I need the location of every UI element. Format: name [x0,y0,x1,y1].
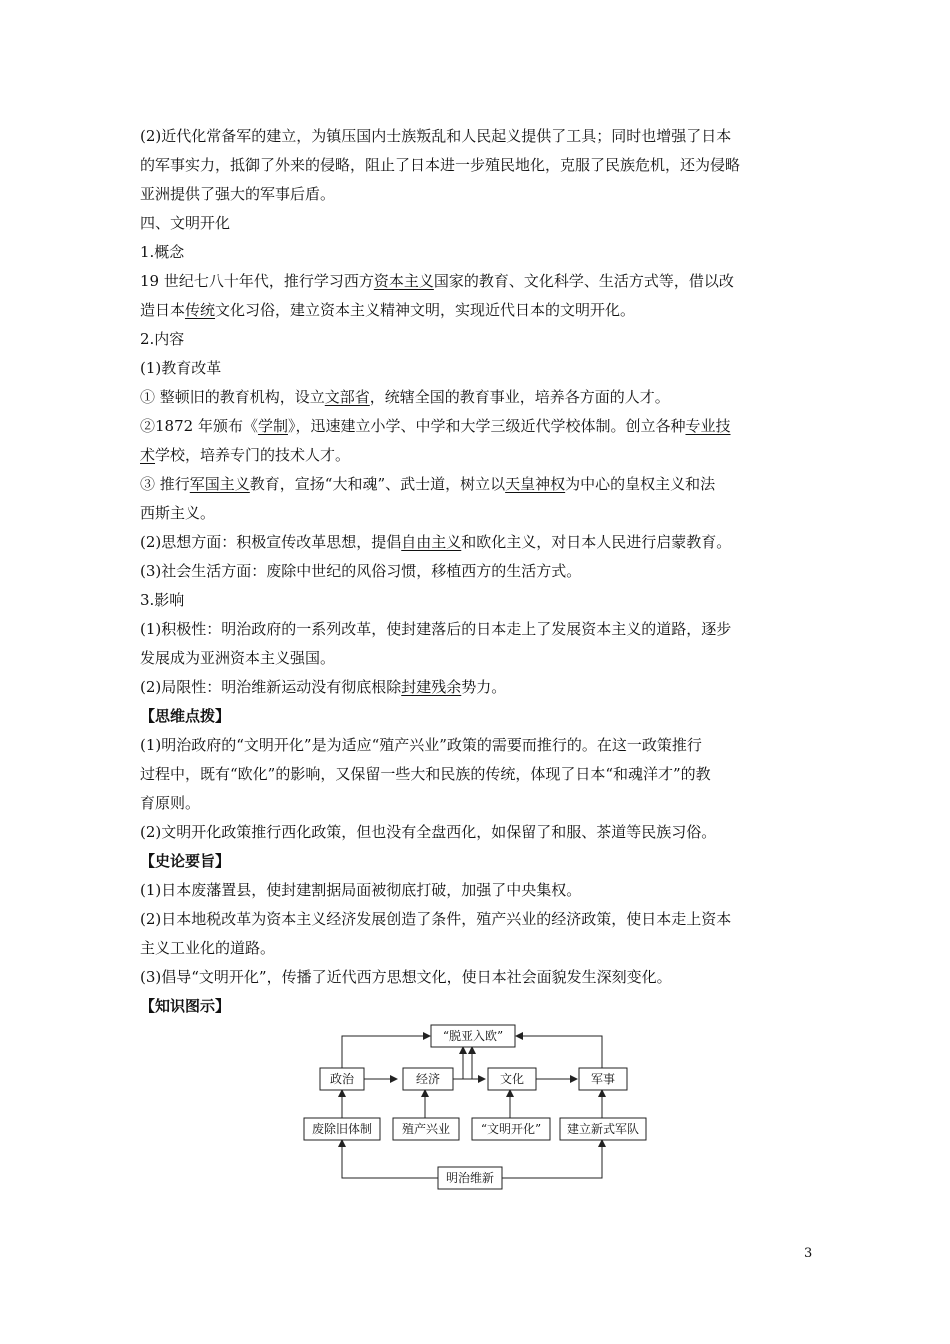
connector-economy-top [453,1047,463,1079]
education-heading: (1)教育改革 [140,359,222,377]
impact-limitation: (2)局限性：明治维新运动没有彻底根除封建残余势力。 [140,678,507,696]
impact-heading: 3.影响 [140,591,185,609]
para-army-line3: 亚洲提供了强大的军事后盾。 [140,185,336,203]
thinking-heading: 【思维点拨】 [140,707,231,725]
thought-item: (2)思想方面：积极宣传改革思想，提倡自由主义和欧化主义，对日本人民进行启蒙教育。 [140,533,732,551]
impact-positive-line2: 发展成为亚洲资本主义强国。 [140,649,336,667]
label-politics: 政治 [329,1072,355,1086]
connector-bottom-left [342,1140,438,1178]
impact-positive-line1: (1)积极性：明治政府的一系列改革，使封建落后的日本走上了发展资本主义的道路，逐步 [140,620,732,638]
history-p1: (1)日本废藩置县，使封建割据局面被彻底打破，加强了中央集权。 [140,881,582,899]
social-item: (3)社会生活方面：废除中世纪的风俗习惯，移植西方的生活方式。 [140,562,582,580]
concept-line1: 19 世纪七八十年代，推行学习西方资本主义国家的教育、文化科学、生活方式等，借以改 [140,272,734,290]
concept-line2: 造日本传统文化习俗，建立资本主义精神文明，实现近代日本的文明开化。 [140,301,636,319]
label-industry: 殖产兴业 [401,1122,451,1136]
edu-item-1: ① 整顿旧的教育机构，设立文部省，统辖全国的教育事业，培养各方面的人才。 [140,388,670,406]
page-content [140,122,812,1021]
content-heading: 2.内容 [140,330,185,348]
label-bottom: 明治维新 [445,1171,495,1185]
connector-military-top [516,1036,602,1068]
thinking-p1-line1: (1)明治政府的“文明开化”是为适应“殖产兴业”政策的需要而推行的。在这一政策推行 [140,736,702,754]
label-army: 建立新式军队 [566,1122,640,1136]
edu-item-2: ②1872 年颁布《学制》，迅速建立小学、中学和大学三级近代学校体制。创立各种专业技 [140,417,731,435]
knowledge-heading: 【知识图示】 [140,997,231,1015]
label-abolish: 废除旧体制 [311,1122,373,1136]
connector-bottom-right [502,1140,602,1178]
history-p2-line2: 主义工业化的道路。 [140,939,276,957]
thinking-p2: (2)文明开化政策推行西化政策，但也没有全盘西化，如保留了和服、茶道等民族习俗。 [140,823,717,841]
thinking-p1-line3: 育原则。 [140,794,201,812]
history-p3: (3)倡导“文明开化”，传播了近代西方思想文化，使日本社会面貌发生深刻变化。 [140,968,672,986]
label-culture: 文化 [499,1072,525,1086]
thinking-p1-line2: 过程中，既有“欧化”的影响，又保留一些大和民族的传统，体现了日本“和魂洋才”的教 [140,765,711,783]
knowledge-diagram [300,1015,655,1195]
diagram-svg [300,1015,655,1195]
concept-heading: 1.概念 [140,243,185,261]
edu-item-3: ③ 推行军国主义教育，宣扬“大和魂”、武士道，树立以天皇神权为中心的皇权主义和法 [140,475,716,493]
label-top: “脱亚入欧” [442,1029,504,1043]
history-p2-line1: (2)日本地税改革为资本主义经济发展创造了条件，殖产兴业的经济政策，使日本走上资本 [140,910,732,928]
label-military: 军事 [590,1072,616,1086]
history-heading: 【史论要旨】 [140,852,231,870]
label-economy: 经济 [415,1072,441,1086]
connector-politics-top [342,1036,430,1068]
section-title: 四、文明开化 [140,214,231,232]
para-army-line1: (2)近代化常备军的建立，为镇压国内士族叛乱和人民起义提供了工具；同时也增强了日本 [140,127,732,145]
connector-culture-top [472,1047,485,1079]
page-number: 3 [804,1246,813,1261]
label-civilization: “文明开化” [480,1122,542,1136]
para-army-line2: 的军事实力，抵御了外来的侵略，阻止了日本进一步殖民地化，克服了民族危机，还为侵略 [140,156,741,174]
edu-item-3-cont: 西斯主义。 [140,504,216,522]
edu-item-2-cont: 术学校，培养专门的技术人才。 [140,446,351,464]
